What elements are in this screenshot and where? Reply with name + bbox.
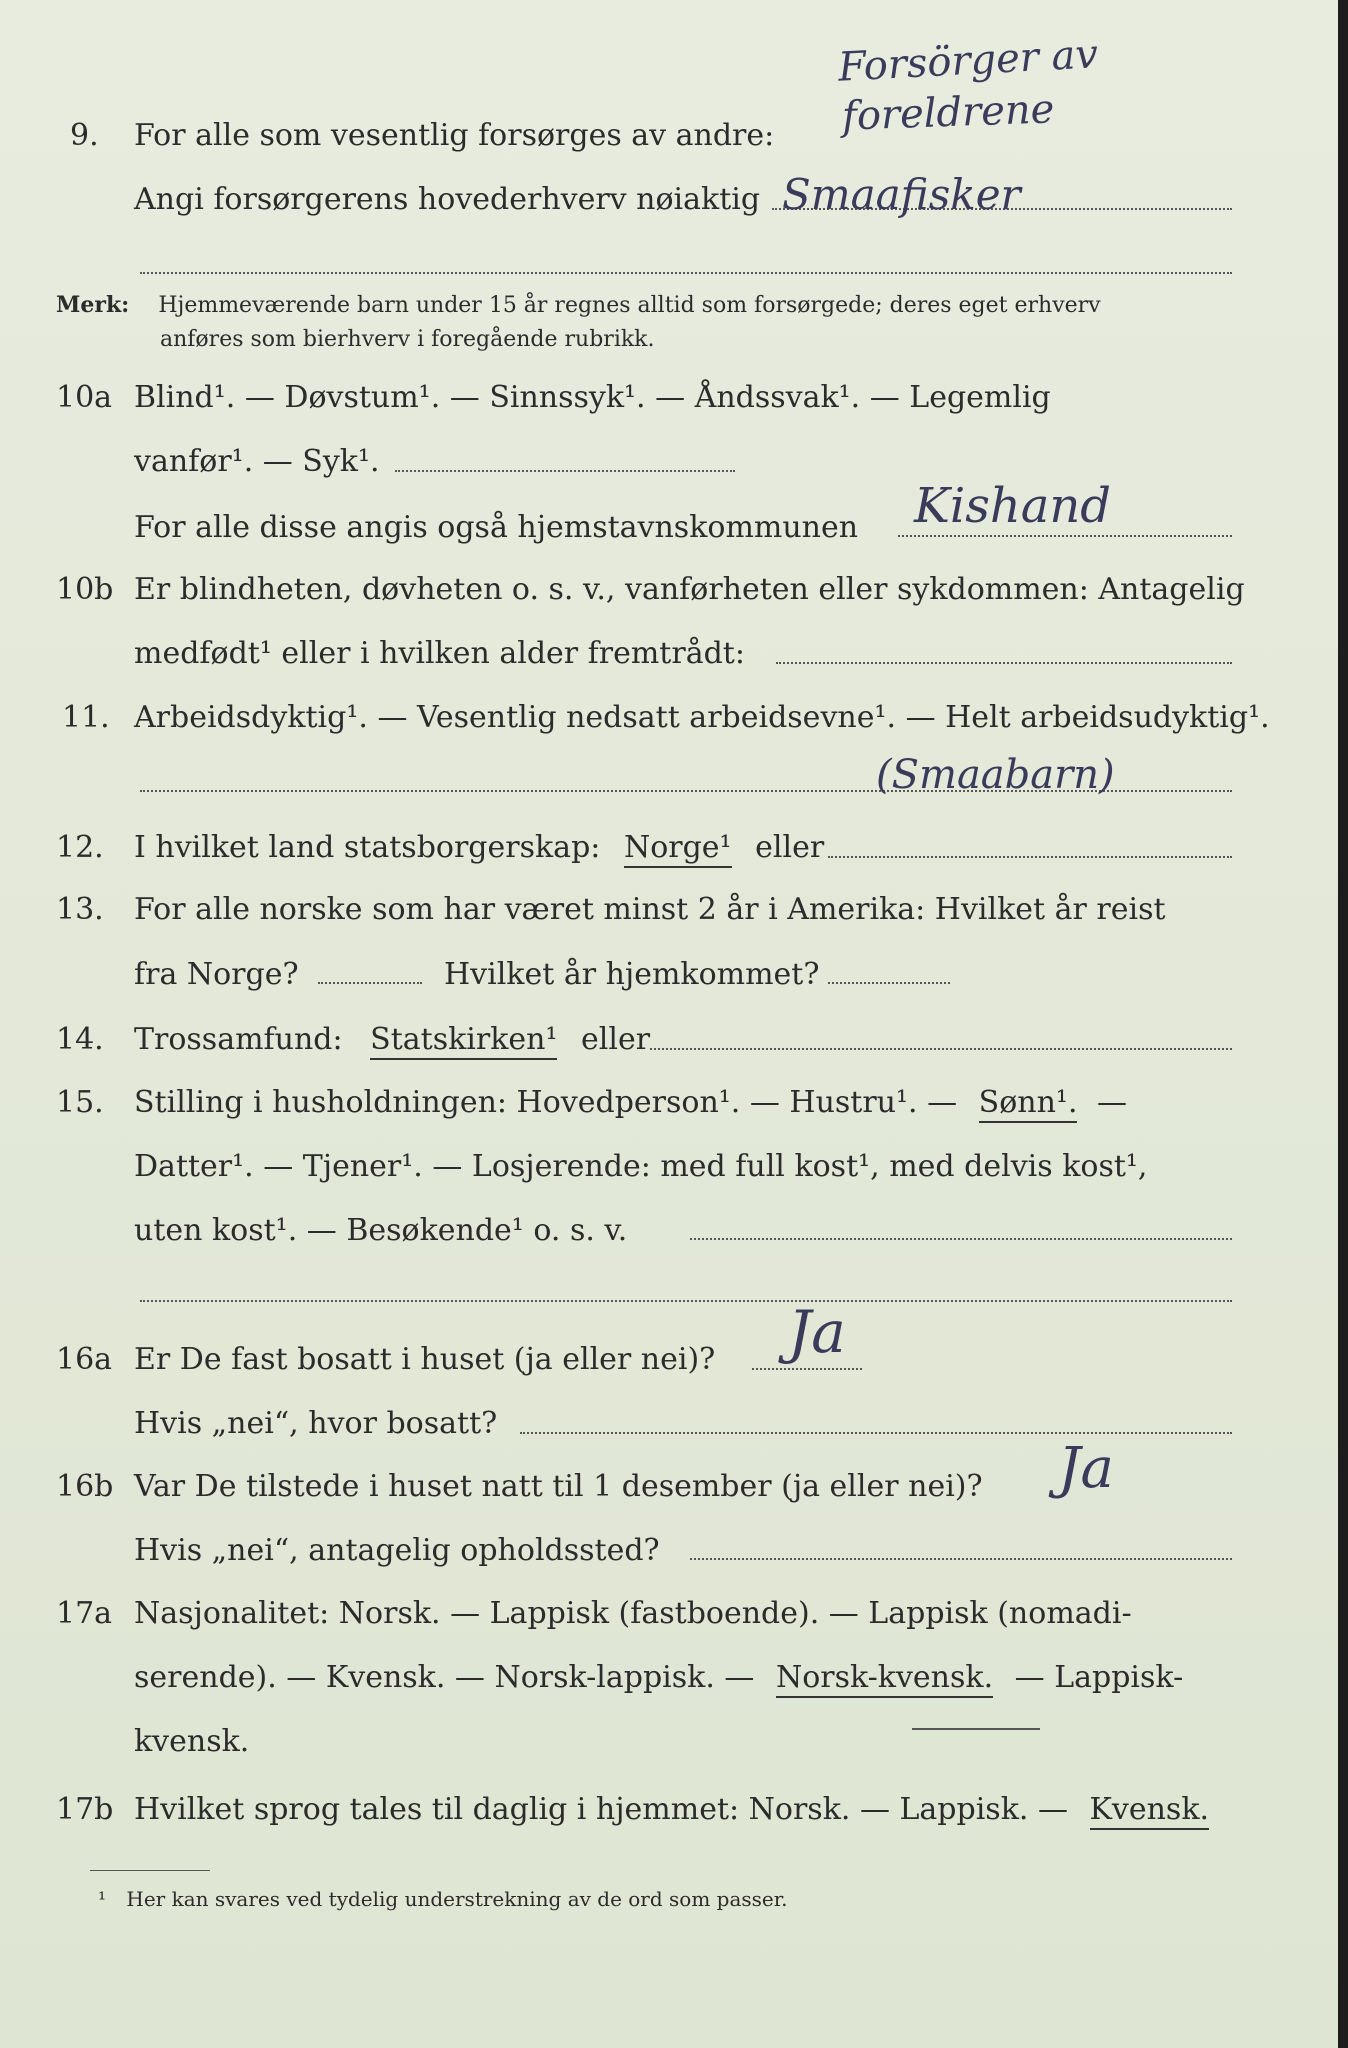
q12-text — [134, 828, 824, 868]
footnote — [98, 1886, 787, 1912]
footnote-divider — [90, 1870, 210, 1871]
q14-number: 14. — [56, 1022, 104, 1057]
handwritten-home-municipality: Kishand — [914, 478, 1112, 534]
q17b-number: 17b — [56, 1792, 114, 1827]
merk-label: Merk: — [56, 292, 130, 318]
q16a-number: 16a — [56, 1342, 113, 1377]
q15-text-line3: uten kost¹. — Besøkende¹ o. s. v. — [134, 1213, 628, 1248]
q10a-text-line2: vanfør¹. — Syk¹. — [134, 444, 380, 479]
q15-sonn-underlined: Sønn¹. — [979, 1085, 1078, 1123]
q13-hjemkommet-dotted-line — [828, 982, 950, 984]
q15-dotted-line-2 — [140, 1300, 1232, 1302]
merk-text-1: Hjemmeværende barn under 15 år regnes alltid som forsørgede; deres eget erhverv — [158, 293, 1101, 318]
q9-extra-dotted-line — [140, 272, 1232, 274]
q14-statskirken-underlined: Statskirken¹ — [370, 1022, 557, 1060]
q10b-dotted-line — [776, 662, 1232, 664]
q10a-text-line1: Blind¹. — Døvstum¹. — Sinnssyk¹. — Åndssvak¹. — Legemlig — [134, 380, 1051, 415]
q10a-home-dotted-line — [898, 535, 1232, 537]
q10b-number: 10b — [56, 572, 114, 607]
q9-number: 9. — [70, 118, 99, 153]
q15-text-line1 — [134, 1083, 1127, 1123]
handwritten-q16a-answer: Ja — [788, 1298, 846, 1366]
q16b-dotted-line — [690, 1558, 1232, 1560]
q12-eller: eller — [755, 830, 825, 865]
q15-line1-end: — — [1097, 1085, 1128, 1120]
q12-dotted-line — [828, 856, 1232, 858]
scan-edge — [1338, 0, 1348, 2048]
footnote-mark: ¹ — [98, 1887, 107, 1911]
q17a-text-line3: kvensk. — [134, 1724, 250, 1759]
q14-eller: eller — [581, 1022, 651, 1057]
handwritten-stroke — [912, 1728, 1040, 1730]
q16a-text-line1: Er De fast bosatt i huset (ja eller nei)? — [134, 1342, 716, 1377]
q17a-norsk-kvensk-underlined: Norsk-kvensk. — [776, 1660, 993, 1698]
q12-question: I hvilket land statsborgerskap: — [134, 830, 601, 865]
q14-question: Trossamfund: — [134, 1022, 343, 1057]
q15-text-line2: Datter¹. — Tjener¹. — Losjerende: med full kost¹, med delvis kost¹, — [134, 1149, 1148, 1184]
q11-text-line1: Arbeidsdyktig¹. — Vesentlig nedsatt arbeidsevne¹. — Helt arbeidsudyktig¹. — [134, 700, 1270, 735]
handwritten-occupation: Smaafisker — [782, 170, 1021, 219]
merk-note-line1 — [56, 290, 1101, 321]
q13-text-line2b: Hvilket år hjemkommet? — [444, 957, 820, 992]
q17a-line2-start: serende). — Kvensk. — Norsk-lappisk. — — [134, 1660, 755, 1695]
merk-note-line2: anføres som bierhverv i foregående rubrikk. — [160, 327, 655, 352]
q13-text-line1: For alle norske som har været minst 2 år i Amerika: Hvilket år reist — [134, 892, 1166, 927]
q9-text-line2: Angi forsørgerens hovederhverv nøiaktig — [134, 182, 761, 217]
q12-number: 12. — [56, 830, 104, 865]
q17a-number: 17a — [56, 1596, 113, 1631]
q10a-number: 10a — [56, 380, 113, 415]
q17a-text-line2 — [134, 1658, 1183, 1698]
handwritten-supporter-line2: foreldrene — [841, 86, 1056, 140]
q14-text — [134, 1020, 650, 1060]
q16b-number: 16b — [56, 1469, 114, 1504]
q10a-text-line3: For alle disse angis også hjemstavnskommunen — [134, 510, 859, 545]
q17b-question: Hvilket sprog tales til daglig i hjemmet: Norsk. — Lappisk. — — [134, 1792, 1068, 1827]
q13-number: 13. — [56, 892, 104, 927]
q17b-text — [134, 1790, 1209, 1830]
handwritten-q11-note: (Smaabarn) — [876, 752, 1115, 798]
q11-number: 11. — [62, 700, 110, 735]
q15-dotted-line-1 — [690, 1238, 1232, 1240]
q9-text-line1: For alle som vesentlig forsørges av andre: — [134, 118, 775, 153]
q14-dotted-line — [650, 1048, 1232, 1050]
q15-number: 15. — [56, 1085, 104, 1120]
q10b-text-line1: Er blindheten, døvheten o. s. v., vanførheten eller sykdommen: Antagelig — [134, 572, 1245, 607]
q16a-text-line2: Hvis „nei“, hvor bosatt? — [134, 1406, 498, 1441]
handwritten-supporter-line1: Forsörger av — [836, 31, 1100, 91]
q13-reist-dotted-line — [318, 982, 422, 984]
q13-text-line2a: fra Norge? — [134, 957, 299, 992]
q16a-bosatt-dotted-line — [520, 1432, 1232, 1434]
q17b-kvensk-underlined: Kvensk. — [1090, 1792, 1210, 1830]
q16b-text-line1: Var De tilstede i huset natt til 1 desember (ja eller nei)? — [134, 1469, 983, 1504]
q17a-line2-end: — Lappisk- — [1014, 1660, 1184, 1695]
footnote-text: Her kan svares ved tydelig understrekning av de ord som passer. — [126, 1887, 788, 1911]
q10b-text-line2: medfødt¹ eller i hvilken alder fremtrådt: — [134, 636, 745, 671]
q16a-answer-dotted-line — [752, 1368, 862, 1370]
q16b-text-line2: Hvis „nei“, antagelig opholdssted? — [134, 1533, 660, 1568]
handwritten-q16b-answer: Ja — [1058, 1436, 1114, 1501]
q12-norge-underlined: Norge¹ — [624, 830, 732, 868]
q10a-sick-dotted-line — [395, 470, 735, 472]
q17a-text-line1: Nasjonalitet: Norsk. — Lappisk (fastboende). — Lappisk (nomadi- — [134, 1596, 1132, 1631]
q15-line1-start: Stilling i husholdningen: Hovedperson¹. — Hustru¹. — — [134, 1085, 958, 1120]
